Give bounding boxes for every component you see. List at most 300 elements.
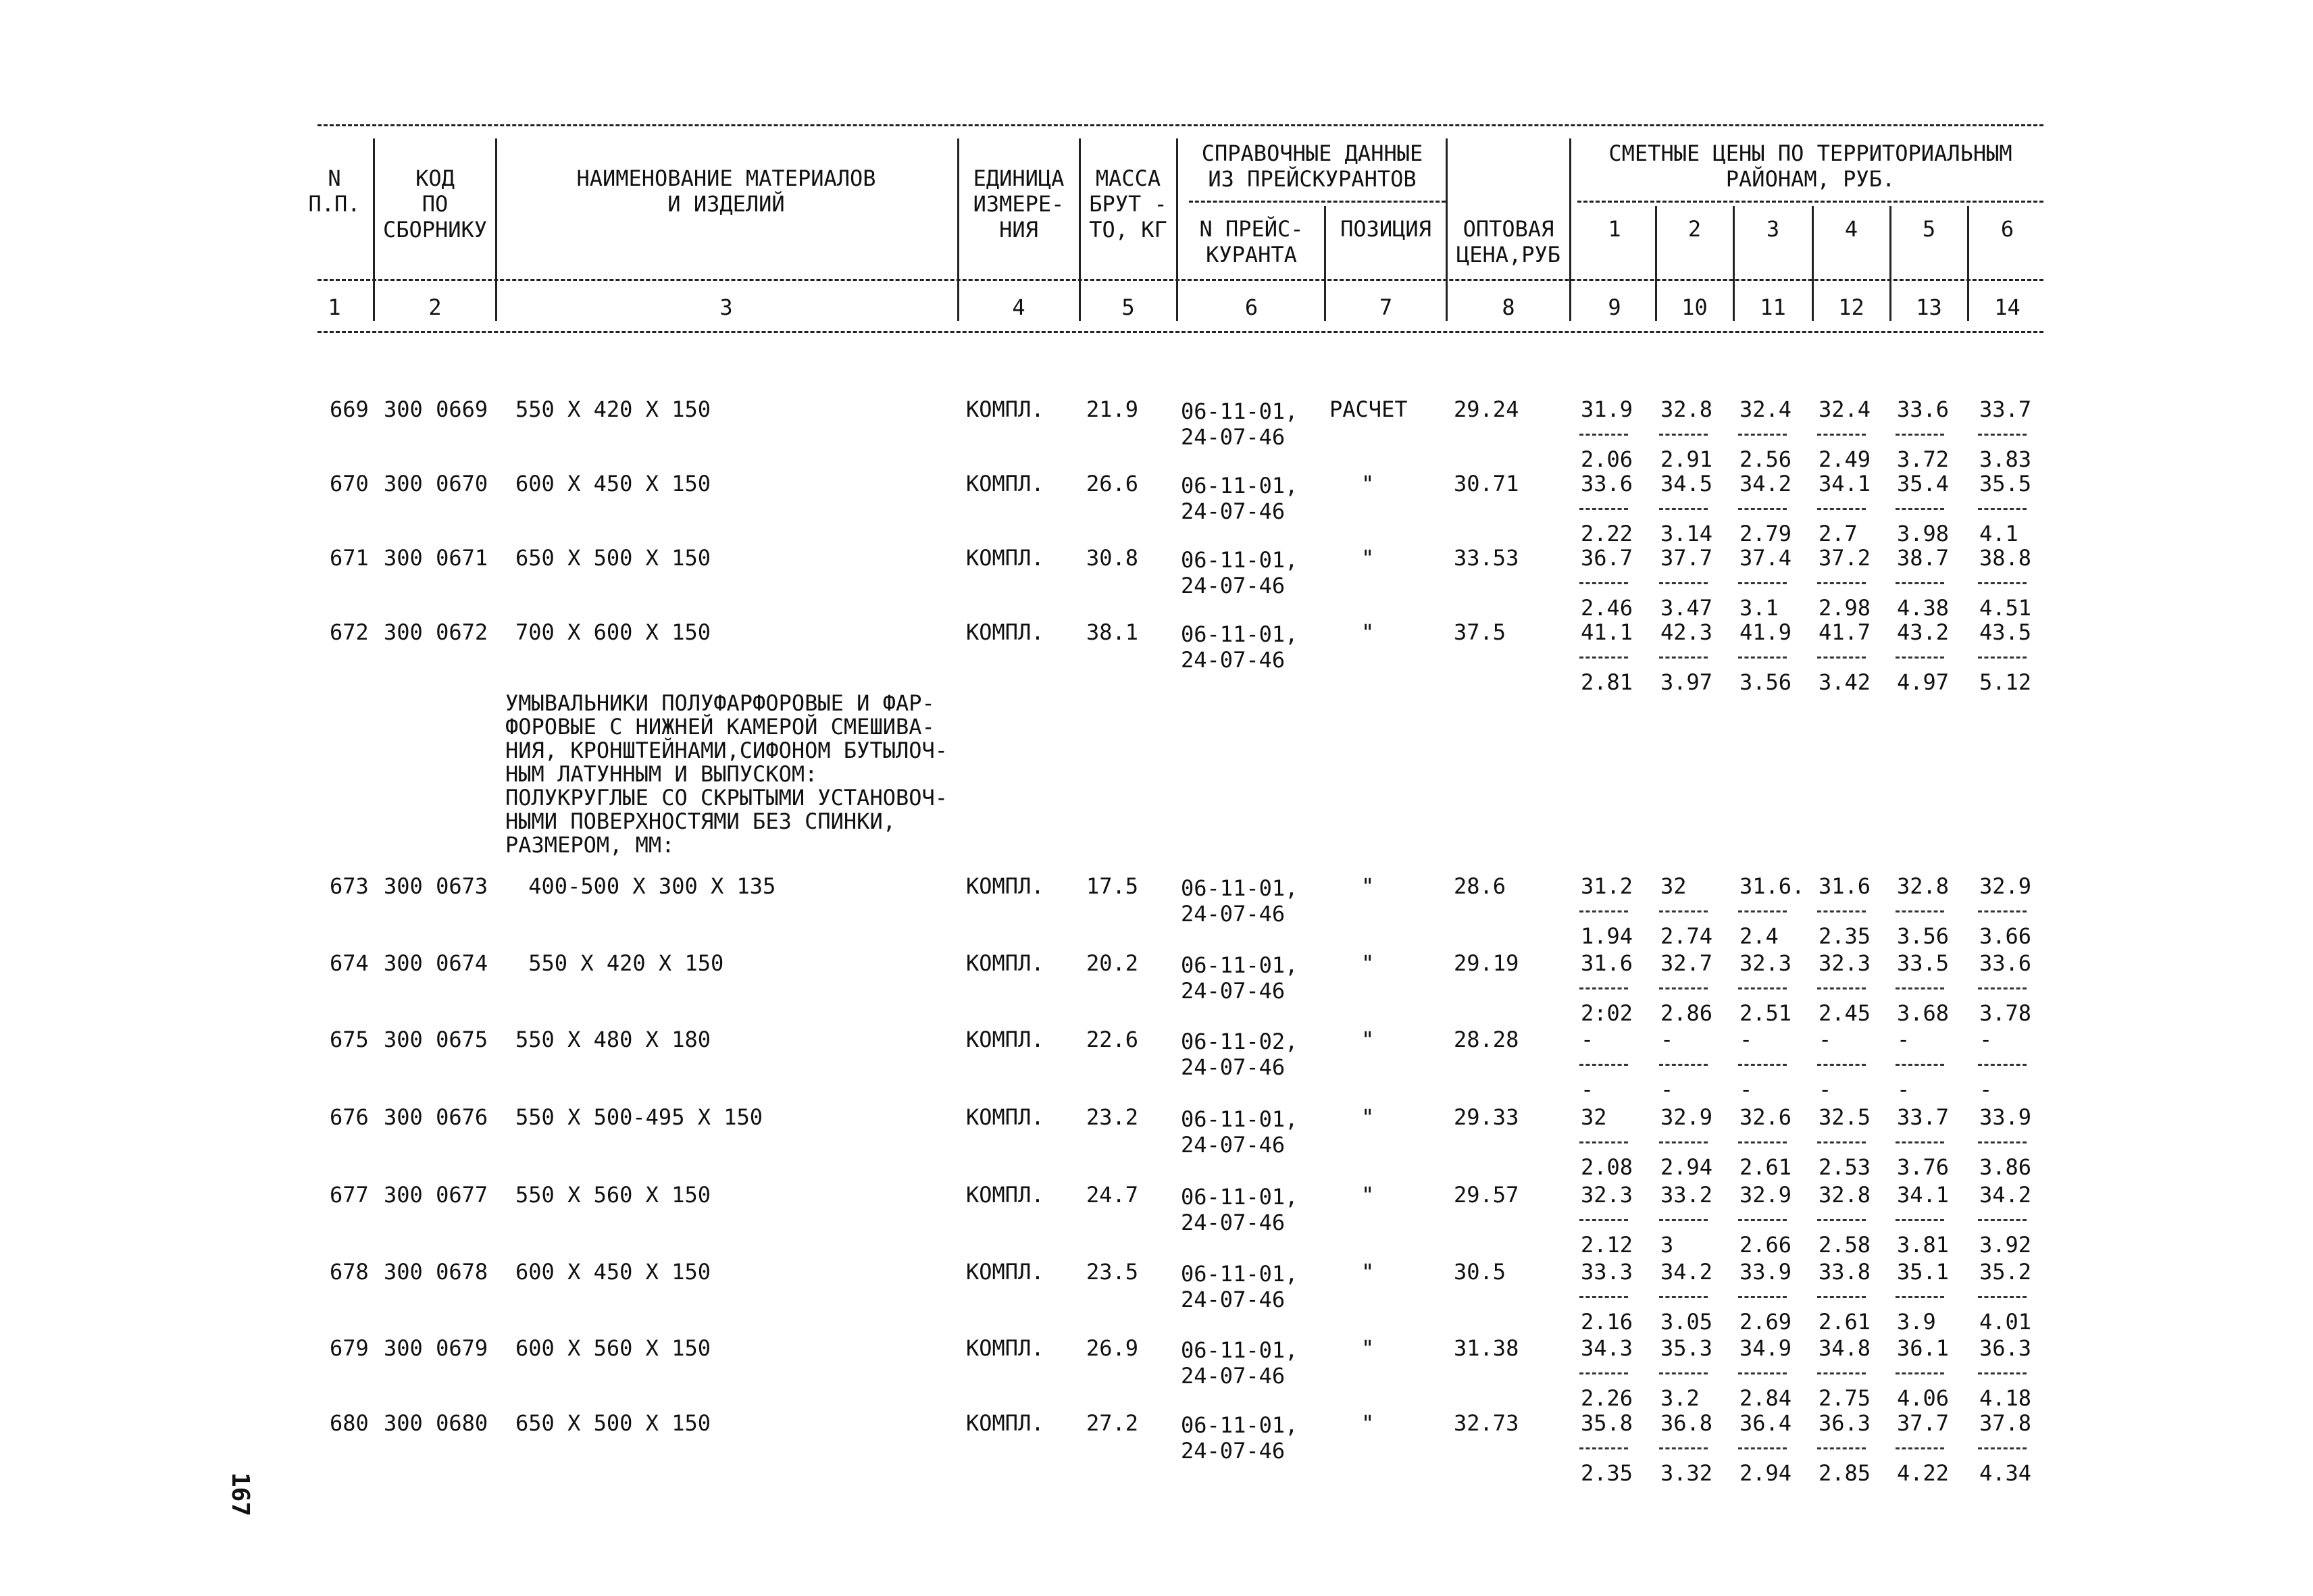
- row-position: ": [1361, 873, 1375, 899]
- row-price-bottom: 3.32: [1660, 1460, 1713, 1486]
- row-price-top: 32.9: [1739, 1182, 1792, 1208]
- row-price-top: 32.7: [1660, 950, 1713, 976]
- row-code: 300 0671: [384, 545, 488, 571]
- row-price-top: 34.1: [1819, 471, 1871, 496]
- row-price-top: 34.2: [1660, 1259, 1713, 1285]
- row-price-top: 36.3: [1979, 1335, 2032, 1361]
- row-price-bottom: 2.94: [1660, 1154, 1713, 1180]
- row-price-top: 43.2: [1897, 619, 1950, 645]
- row-price-bottom: 2.22: [1581, 521, 1633, 546]
- row-price-bottom: 2.79: [1739, 521, 1792, 546]
- fraction-line: [1978, 1296, 2027, 1298]
- fraction-line: [1896, 582, 1944, 584]
- row-price-top: 34.5: [1660, 471, 1713, 496]
- row-price-bottom: 1.94: [1581, 923, 1633, 949]
- row-number: 679: [330, 1335, 369, 1361]
- row-wholesale: 29.19: [1454, 950, 1519, 976]
- row-wholesale: 30.71: [1454, 471, 1519, 496]
- row-price-bottom: 3.92: [1979, 1232, 2032, 1258]
- row-number: 677: [330, 1182, 369, 1208]
- colnum: 3: [719, 294, 733, 320]
- row-price-list: 06-11-01, 24-07-46: [1181, 547, 1298, 598]
- fraction-line: [1817, 1064, 1866, 1066]
- fraction-line: [1659, 582, 1708, 584]
- row-name: 550 X 420 X 150: [515, 396, 711, 422]
- row-price-bottom: 3.83: [1979, 446, 2032, 472]
- fraction-line: [1978, 1141, 2027, 1143]
- row-price-bottom: 2.46: [1581, 595, 1633, 621]
- row-price-bottom: 4.01: [1979, 1309, 2032, 1335]
- fraction-line: [1579, 1064, 1628, 1066]
- row-price-top: 32: [1660, 873, 1687, 899]
- row-price-top: 32: [1581, 1104, 1607, 1130]
- row-price-bottom: 5.12: [1979, 669, 2032, 695]
- row-price-top: 36.8: [1660, 1410, 1713, 1436]
- row-mass: 38.1: [1086, 619, 1139, 645]
- fraction-line: [1978, 1372, 2027, 1374]
- group-description: УМЫВАЛЬНИКИ ПОЛУФАРФОРОВЫЕ И ФАР- ФОРОВЫЕ С НИЖНЕЙ КАМЕРОЙ СМЕШИВА- НИЯ, КРОНШТЕЙНАМИ,СИФОНОМ БУТЫЛОЧ- НЫМ ЛАТУННЫМ И ВЫПУСКОМ: ПОЛУКРУГЛЫЕ СО СКРЫТЫМИ УСТАНОВОЧ- НЫМИ ПОВЕРХНОСТЯМИ БЕЗ СПИНКИ, РАЗМЕРОМ, ММ:: [505, 690, 948, 858]
- row-price-bottom: 2.26: [1581, 1385, 1633, 1411]
- row-price-bottom: 2.91: [1660, 446, 1713, 472]
- row-mass: 23.2: [1086, 1104, 1139, 1130]
- row-price-top: 32.3: [1581, 1182, 1633, 1208]
- colnum: 4: [1012, 294, 1025, 320]
- row-price-list: 06-11-01, 24-07-46: [1181, 1412, 1298, 1464]
- row-price-bottom: 2.61: [1819, 1309, 1871, 1335]
- row-price-list: 06-11-01, 24-07-46: [1181, 1106, 1298, 1158]
- row-price-bottom: 4.06: [1897, 1385, 1950, 1411]
- row-price-top: 32.9: [1979, 873, 2032, 899]
- row-price-top: 33.5: [1897, 950, 1950, 976]
- row-price-bottom: -: [1660, 1077, 1674, 1102]
- row-price-bottom: 4.97: [1897, 669, 1950, 695]
- vline: [1569, 138, 1571, 321]
- header-region-6: 6: [2000, 216, 2014, 242]
- row-price-list: 06-11-02, 24-07-46: [1181, 1029, 1298, 1080]
- fraction-line: [1579, 1447, 1628, 1449]
- row-price-bottom: 3.76: [1897, 1154, 1950, 1180]
- row-unit: КОМПЛ.: [966, 471, 1044, 496]
- row-wholesale: 32.73: [1454, 1410, 1519, 1436]
- row-price-top: -: [1897, 1027, 1910, 1052]
- row-price-top: 33.2: [1660, 1182, 1713, 1208]
- row-price-top: 33.6: [1979, 950, 2032, 976]
- row-price-top: 42.3: [1660, 619, 1713, 645]
- row-price-top: 36.4: [1739, 1410, 1792, 1436]
- row-price-bottom: 2.66: [1739, 1232, 1792, 1258]
- row-unit: КОМПЛ.: [966, 1410, 1044, 1436]
- row-price-top: 34.3: [1581, 1335, 1633, 1361]
- row-unit: КОМПЛ.: [966, 950, 1044, 976]
- row-mass: 23.5: [1086, 1259, 1139, 1285]
- row-price-bottom: 3.56: [1739, 669, 1792, 695]
- row-code: 300 0669: [384, 396, 488, 422]
- row-price-bottom: 3.98: [1897, 521, 1950, 546]
- row-price-bottom: -: [1897, 1077, 1910, 1102]
- row-price-top: 32.8: [1897, 873, 1950, 899]
- header-col-unit: ЕДИНИЦА ИЗМЕРЕ- НИЯ: [973, 165, 1065, 242]
- row-price-top: 34.2: [1739, 471, 1792, 496]
- fraction-line: [1896, 1372, 1944, 1374]
- row-mass: 24.7: [1086, 1182, 1139, 1208]
- row-price-top: 33.8: [1819, 1259, 1871, 1285]
- row-price-bottom: -: [1739, 1077, 1753, 1102]
- row-code: 300 0675: [384, 1027, 488, 1052]
- row-price-top: 35.1: [1897, 1259, 1950, 1285]
- fraction-line: [1817, 434, 1866, 436]
- row-price-list: 06-11-01, 24-07-46: [1181, 1337, 1298, 1389]
- row-price-bottom: 2.08: [1581, 1154, 1633, 1180]
- header-col-name: НАИМЕНОВАНИЕ МАТЕРИАЛОВ И ИЗДЕЛИЙ: [576, 165, 876, 217]
- colnum: 10: [1681, 294, 1708, 320]
- fraction-line: [1579, 1219, 1628, 1221]
- row-price-top: 37.8: [1979, 1410, 2032, 1436]
- row-unit: КОМПЛ.: [966, 1104, 1044, 1130]
- header-bottom-rule: [317, 331, 2043, 333]
- header-region-1: 1: [1608, 216, 1621, 242]
- fraction-line: [1738, 508, 1787, 510]
- row-price-bottom: -: [1979, 1077, 1993, 1102]
- row-price-bottom: 3.68: [1897, 1000, 1950, 1026]
- colnum: 13: [1916, 294, 1942, 320]
- row-wholesale: 29.24: [1454, 396, 1519, 422]
- row-price-top: 34.2: [1979, 1182, 2032, 1208]
- header-price-group: СМЕТНЫЕ ЦЕНЫ ПО ТЕРРИТОРИАЛЬНЫМ РАЙОНАМ, РУБ.: [1608, 140, 2012, 192]
- colnum: 12: [1838, 294, 1864, 320]
- row-price-list: 06-11-01, 24-07-46: [1181, 473, 1298, 524]
- colnum: 5: [1121, 294, 1135, 320]
- row-name: 650 X 500 X 150: [515, 1410, 711, 1436]
- colnum: 11: [1760, 294, 1786, 320]
- fraction-line: [1896, 508, 1944, 510]
- vline: [1176, 138, 1178, 321]
- row-position: ": [1361, 1259, 1375, 1285]
- row-code: 300 0680: [384, 1410, 488, 1436]
- fraction-line: [1896, 987, 1944, 989]
- row-price-bottom: 4.51: [1979, 595, 2032, 621]
- row-price-top: 35.5: [1979, 471, 2032, 496]
- header-top-rule: [317, 124, 2043, 126]
- row-price-top: 37.7: [1897, 1410, 1950, 1436]
- row-position: ": [1361, 545, 1375, 571]
- row-code: 300 0672: [384, 619, 488, 645]
- row-price-bottom: 3.9: [1897, 1309, 1936, 1335]
- fraction-line: [1817, 1296, 1866, 1298]
- row-price-top: 33.7: [1897, 1104, 1950, 1130]
- row-name: 600 X 450 X 150: [515, 471, 711, 496]
- row-code: 300 0670: [384, 471, 488, 496]
- row-position: ": [1361, 1104, 1375, 1130]
- row-price-top: 35.3: [1660, 1335, 1713, 1361]
- row-number: 672: [330, 619, 369, 645]
- row-price-bottom: 4.22: [1897, 1460, 1950, 1486]
- fraction-line: [1978, 582, 2027, 584]
- header-region-5: 5: [1922, 216, 1936, 242]
- row-mass: 22.6: [1086, 1027, 1139, 1052]
- row-unit: КОМПЛ.: [966, 1335, 1044, 1361]
- fraction-line: [1817, 1219, 1866, 1221]
- colnum: 9: [1608, 294, 1621, 320]
- row-mass: 27.2: [1086, 1410, 1139, 1436]
- row-price-top: 32.4: [1819, 396, 1871, 422]
- row-mass: 17.5: [1086, 873, 1139, 899]
- row-name: 400-500 X 300 X 135: [515, 873, 776, 899]
- row-price-top: 37.4: [1739, 545, 1792, 571]
- fraction-line: [1896, 910, 1944, 912]
- fraction-line: [1978, 1447, 2027, 1449]
- row-price-bottom: 3.97: [1660, 669, 1713, 695]
- row-price-bottom: 2.85: [1819, 1460, 1871, 1486]
- row-price-top: 36.7: [1581, 545, 1633, 571]
- row-price-top: 34.8: [1819, 1335, 1871, 1361]
- row-mass: 26.6: [1086, 471, 1139, 496]
- row-price-bottom: 2.51: [1739, 1000, 1792, 1026]
- row-price-bottom: 3.86: [1979, 1154, 2032, 1180]
- row-wholesale: 29.57: [1454, 1182, 1519, 1208]
- row-code: 300 0673: [384, 873, 488, 899]
- row-code: 300 0677: [384, 1182, 488, 1208]
- row-wholesale: 33.53: [1454, 545, 1519, 571]
- fraction-line: [1896, 1296, 1944, 1298]
- fraction-line: [1817, 910, 1866, 912]
- row-name: 550 X 560 X 150: [515, 1182, 711, 1208]
- fraction-line: [1659, 508, 1708, 510]
- row-price-top: 31.6: [1581, 950, 1633, 976]
- row-price-top: 33.9: [1979, 1104, 2032, 1130]
- row-price-top: 36.1: [1897, 1335, 1950, 1361]
- row-price-top: 31.6.: [1739, 873, 1805, 899]
- row-price-top: 37.2: [1819, 545, 1871, 571]
- row-price-bottom: 3.14: [1660, 521, 1713, 546]
- row-mass: 20.2: [1086, 950, 1139, 976]
- row-price-bottom: 2.16: [1581, 1309, 1633, 1335]
- row-price-top: 37.7: [1660, 545, 1713, 571]
- header-ref-group: СПРАВОЧНЫЕ ДАННЫЕ ИЗ ПРЕЙСКУРАНТОВ: [1201, 140, 1423, 192]
- fraction-line: [1579, 434, 1628, 436]
- row-number: 671: [330, 545, 369, 571]
- fraction-line: [1738, 434, 1787, 436]
- row-price-top: 31.9: [1581, 396, 1633, 422]
- row-price-bottom: 3.78: [1979, 1000, 2032, 1026]
- fraction-line: [1817, 1141, 1866, 1143]
- row-wholesale: 30.5: [1454, 1259, 1506, 1285]
- fraction-line: [1738, 582, 1787, 584]
- fraction-line: [1817, 582, 1866, 584]
- fraction-line: [1978, 987, 2027, 989]
- row-price-top: 33.3: [1581, 1259, 1633, 1285]
- fraction-line: [1579, 508, 1628, 510]
- row-name: 600 X 450 X 150: [515, 1259, 711, 1285]
- header-col-code: КОД ПО СБОРНИКУ: [382, 165, 488, 242]
- row-price-top: 38.7: [1897, 545, 1950, 571]
- row-unit: КОМПЛ.: [966, 396, 1044, 422]
- row-price-top: 31.6: [1819, 873, 1871, 899]
- row-price-bottom: 2.45: [1819, 1000, 1871, 1026]
- row-price-top: -: [1739, 1027, 1753, 1052]
- fraction-line: [1659, 1447, 1708, 1449]
- fraction-line: [1738, 1447, 1787, 1449]
- row-price-top: 35.8: [1581, 1410, 1633, 1436]
- fraction-line: [1978, 910, 2027, 912]
- fraction-line: [1978, 508, 2027, 510]
- row-wholesale: 28.6: [1454, 873, 1506, 899]
- colnum: 6: [1244, 294, 1259, 320]
- row-price-top: 33.6: [1897, 396, 1950, 422]
- row-price-bottom: 2.4: [1739, 923, 1779, 949]
- row-position: ": [1361, 1410, 1375, 1436]
- row-number: 675: [330, 1027, 369, 1052]
- row-price-top: 31.2: [1581, 873, 1633, 899]
- row-position: РАСЧЕТ: [1329, 396, 1408, 422]
- fraction-line: [1738, 657, 1787, 659]
- row-price-top: 33.6: [1581, 471, 1633, 496]
- row-price-bottom: 3: [1660, 1232, 1674, 1258]
- fraction-line: [1579, 582, 1628, 584]
- header-col-mass: МАССА БРУТ - ТО, КГ: [1089, 165, 1167, 242]
- row-mass: 21.9: [1086, 396, 1139, 422]
- row-price-top: -: [1819, 1027, 1832, 1052]
- row-price-bottom: -: [1819, 1077, 1832, 1102]
- header-col-n: N П.П.: [308, 165, 361, 217]
- header-region-3: 3: [1766, 216, 1780, 242]
- row-price-bottom: 4.18: [1979, 1385, 2032, 1411]
- row-price-bottom: 4.38: [1897, 595, 1950, 621]
- row-price-bottom: 3.2: [1660, 1385, 1700, 1411]
- row-price-top: 32.3: [1739, 950, 1792, 976]
- fraction-line: [1659, 1141, 1708, 1143]
- row-price-top: 32.8: [1819, 1182, 1871, 1208]
- row-price-bottom: 2.61: [1739, 1154, 1792, 1180]
- row-name: 550 X 500-495 X 150: [515, 1104, 763, 1130]
- row-price-top: -: [1660, 1027, 1674, 1052]
- fraction-line: [1817, 508, 1866, 510]
- page-number: 167: [226, 1472, 254, 1517]
- row-price-bottom: 3.1: [1739, 595, 1779, 621]
- row-price-bottom: 2.12: [1581, 1232, 1633, 1258]
- row-number: 676: [330, 1104, 369, 1130]
- row-price-bottom: 2.53: [1819, 1154, 1871, 1180]
- row-price-bottom: 3.42: [1819, 669, 1871, 695]
- row-wholesale: 37.5: [1454, 619, 1506, 645]
- row-price-list: 06-11-01, 24-07-46: [1181, 621, 1298, 673]
- row-price-top: 41.7: [1819, 619, 1871, 645]
- row-unit: КОМПЛ.: [966, 1027, 1044, 1052]
- row-price-bottom: 2.84: [1739, 1385, 1792, 1411]
- row-price-top: 32.4: [1739, 396, 1792, 422]
- row-price-top: 43.5: [1979, 619, 2032, 645]
- row-number: 669: [330, 396, 369, 422]
- fraction-line: [1978, 657, 2027, 659]
- row-position: ": [1361, 1027, 1375, 1052]
- row-number: 678: [330, 1259, 369, 1285]
- colnum: 14: [1994, 294, 2020, 320]
- row-number: 670: [330, 471, 369, 496]
- row-price-bottom: 2.58: [1819, 1232, 1871, 1258]
- fraction-line: [1978, 434, 2027, 436]
- fraction-line: [1659, 657, 1708, 659]
- fraction-line: [1738, 910, 1787, 912]
- row-price-top: 32.9: [1660, 1104, 1713, 1130]
- row-price-top: 34.9: [1739, 1335, 1792, 1361]
- fraction-line: [1659, 434, 1708, 436]
- row-number: 680: [330, 1410, 369, 1436]
- row-code: 300 0674: [384, 950, 488, 976]
- fraction-line: [1659, 1296, 1708, 1298]
- row-price-top: -: [1979, 1027, 1993, 1052]
- row-price-bottom: 4.1: [1979, 521, 2018, 546]
- row-price-bottom: 2.74: [1660, 923, 1713, 949]
- row-price-list: 06-11-01, 24-07-46: [1181, 875, 1298, 927]
- row-price-top: 32.5: [1819, 1104, 1871, 1130]
- row-wholesale: 31.38: [1454, 1335, 1519, 1361]
- row-code: 300 0679: [384, 1335, 488, 1361]
- row-price-bottom: -: [1581, 1077, 1594, 1102]
- vline: [495, 138, 497, 321]
- row-price-bottom: 3.05: [1660, 1309, 1713, 1335]
- fraction-line: [1896, 434, 1944, 436]
- header-region-4: 4: [1844, 216, 1858, 242]
- fraction-line: [1659, 1064, 1708, 1066]
- fraction-line: [1896, 1447, 1944, 1449]
- row-unit: КОМПЛ.: [966, 619, 1044, 645]
- ref-sub-rule: [1189, 201, 1446, 203]
- row-price-top: 33.7: [1979, 396, 2032, 422]
- row-price-top: 32.3: [1819, 950, 1871, 976]
- row-price-list: 06-11-01, 24-07-46: [1181, 1184, 1298, 1235]
- row-name: 550 X 420 X 150: [515, 950, 724, 976]
- row-price-bottom: 3.81: [1897, 1232, 1950, 1258]
- row-price-bottom: 2.75: [1819, 1385, 1871, 1411]
- row-price-bottom: 3.56: [1897, 923, 1950, 949]
- row-price-bottom: 3.47: [1660, 595, 1713, 621]
- row-price-top: 32.8: [1660, 396, 1713, 422]
- row-price-bottom: 2.56: [1739, 446, 1792, 472]
- row-wholesale: 28.28: [1454, 1027, 1519, 1052]
- fraction-line: [1817, 1372, 1866, 1374]
- fraction-line: [1817, 1447, 1866, 1449]
- row-price-bottom: 2.94: [1739, 1460, 1792, 1486]
- row-price-list: 06-11-01, 24-07-46: [1181, 1261, 1298, 1312]
- header-col-wholesale: ОПТОВАЯ ЦЕНА,РУБ: [1456, 216, 1561, 267]
- fraction-line: [1896, 1219, 1944, 1221]
- row-position: ": [1361, 1182, 1375, 1208]
- fraction-line: [1738, 1064, 1787, 1066]
- fraction-line: [1738, 987, 1787, 989]
- row-price-top: 35.2: [1979, 1259, 2032, 1285]
- row-price-bottom: 3.66: [1979, 923, 2032, 949]
- row-price-top: 34.1: [1897, 1182, 1950, 1208]
- row-mass: 26.9: [1086, 1335, 1139, 1361]
- row-price-bottom: 3.72: [1897, 446, 1950, 472]
- row-price-list: 06-11-01, 24-07-46: [1181, 398, 1298, 450]
- row-price-bottom: 2.35: [1581, 1460, 1633, 1486]
- row-number: 673: [330, 873, 369, 899]
- fraction-line: [1978, 1064, 2027, 1066]
- row-number: 674: [330, 950, 369, 976]
- fraction-line: [1659, 987, 1708, 989]
- colnum: 7: [1379, 294, 1393, 320]
- row-mass: 30.8: [1086, 545, 1139, 571]
- header-region-2: 2: [1687, 216, 1702, 242]
- row-price-bottom: 2.98: [1819, 595, 1871, 621]
- header-mid-rule: [317, 279, 2043, 281]
- colnum: 8: [1502, 294, 1515, 320]
- row-name: 650 X 500 X 150: [515, 545, 711, 571]
- row-price-list: 06-11-01, 24-07-46: [1181, 952, 1298, 1004]
- fraction-line: [1738, 1296, 1787, 1298]
- fraction-line: [1738, 1141, 1787, 1143]
- fraction-line: [1738, 1372, 1787, 1374]
